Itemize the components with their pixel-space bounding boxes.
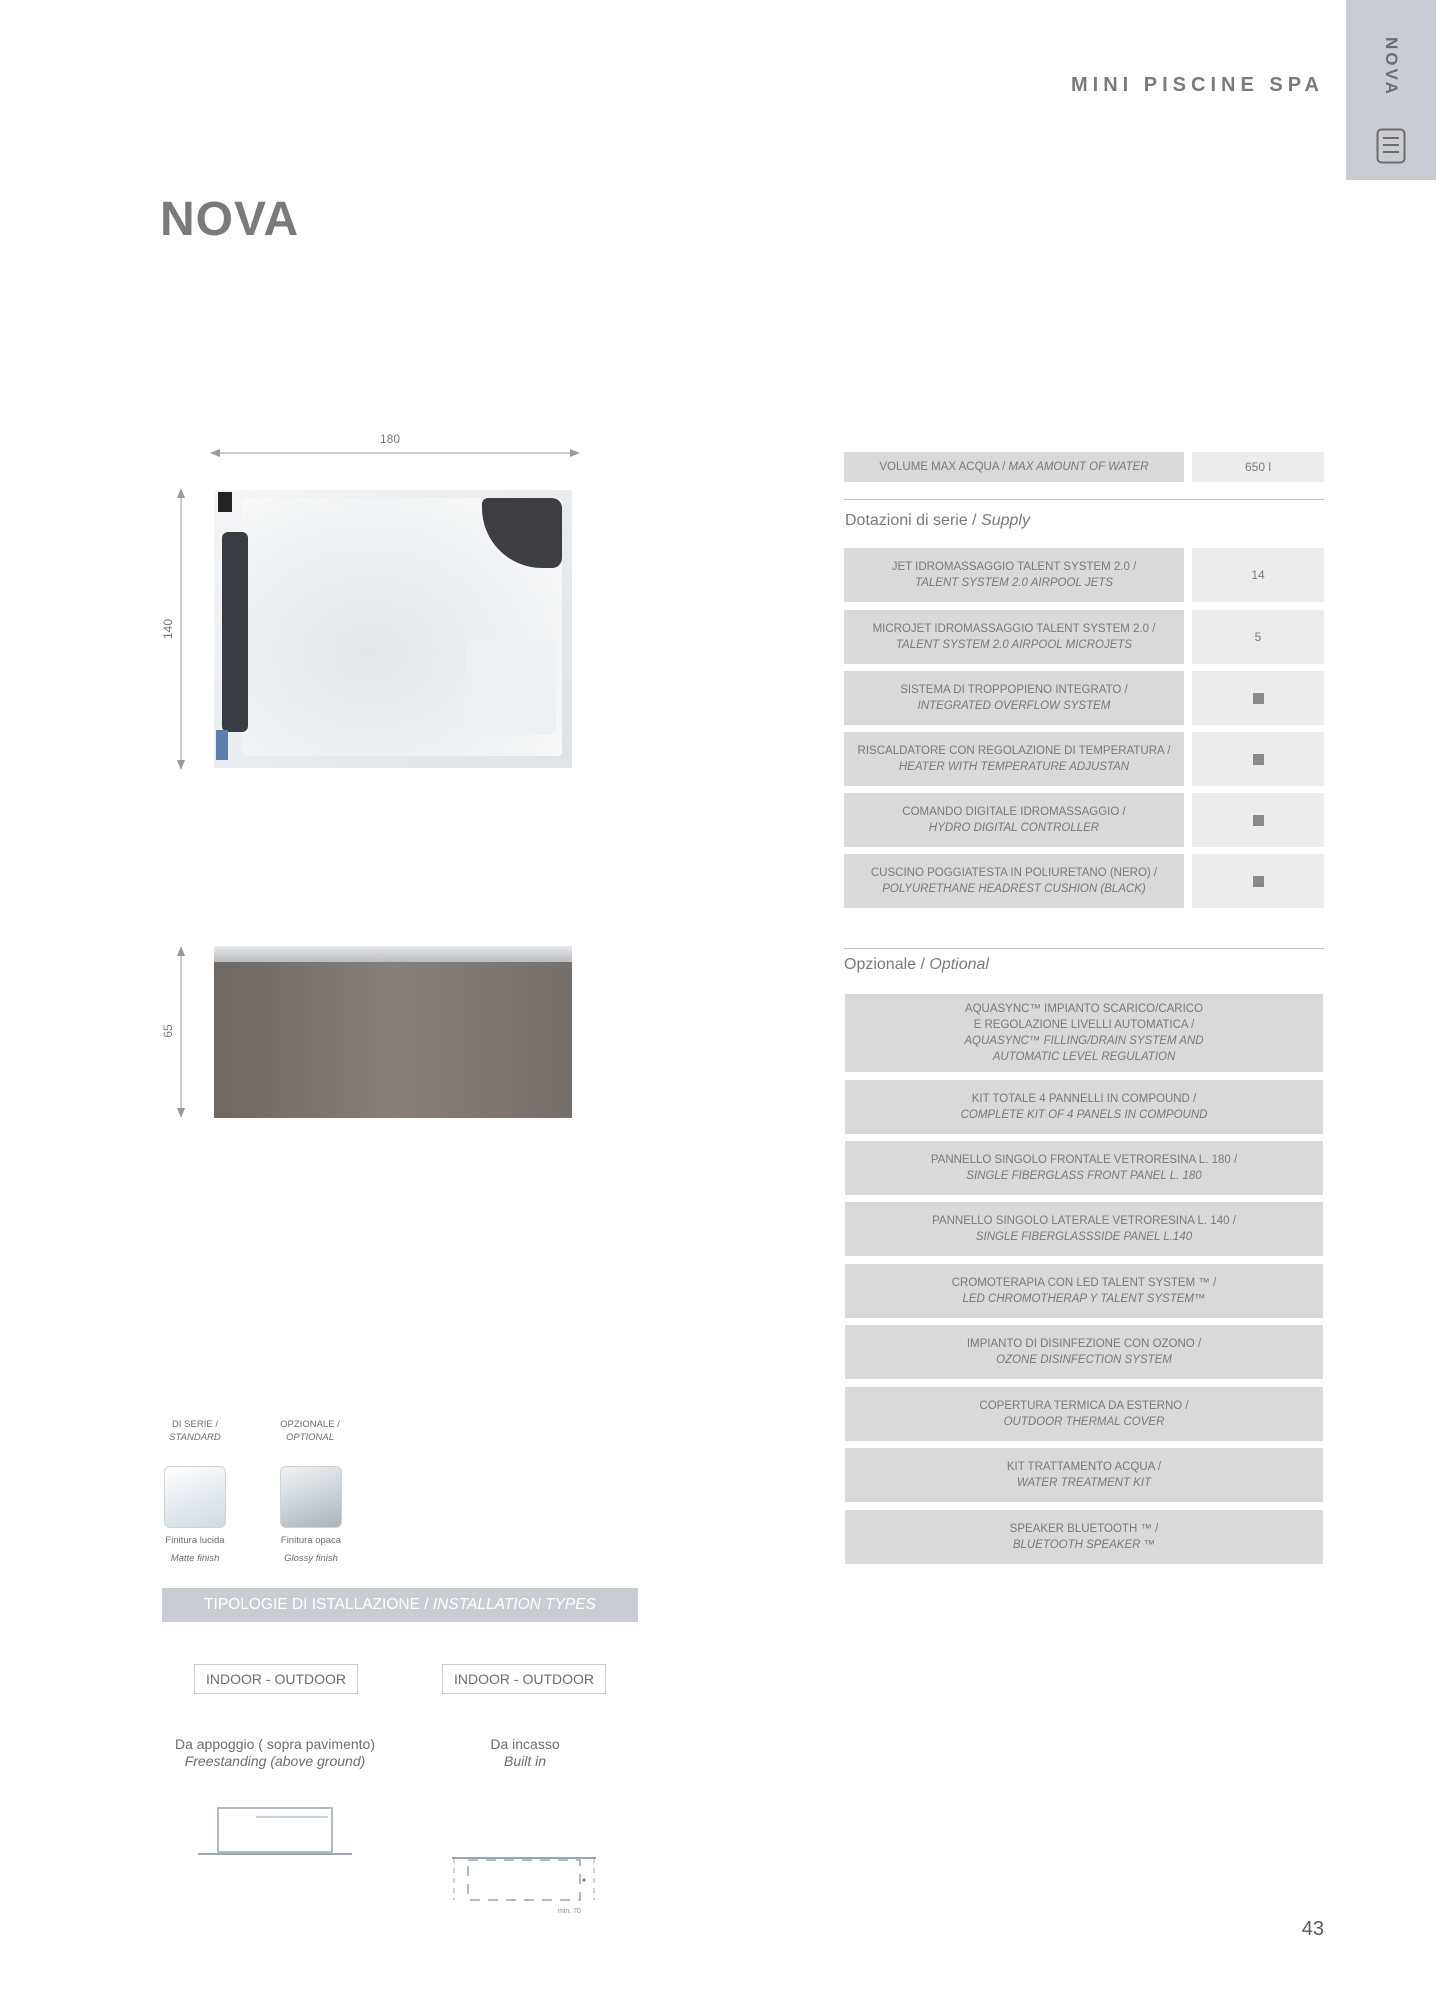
optional-row: IMPIANTO DI DISINFEZIONE CON OZONO / OZONE DISINFECTION SYSTEM bbox=[845, 1325, 1323, 1379]
tub-side-view-image bbox=[214, 946, 572, 1118]
matte-finish-swatch bbox=[164, 1466, 226, 1528]
glossy-finish-swatch bbox=[280, 1466, 342, 1528]
supply-row-label: RISCALDATORE CON REGOLAZIONE DI TEMPERATURA / HEATER WITH TEMPERATURE ADJUSTAN bbox=[844, 732, 1184, 786]
optional-row: KIT TRATTAMENTO ACQUA / WATER TREATMENT KIT bbox=[845, 1448, 1323, 1502]
depth-label: 140 bbox=[161, 618, 175, 640]
page-number: 43 bbox=[1301, 1918, 1324, 1940]
supply-row-value bbox=[1192, 793, 1324, 847]
supply-row-value: 5 bbox=[1192, 610, 1324, 664]
document-icon bbox=[1376, 128, 1406, 164]
height-label: 65 bbox=[161, 1024, 175, 1038]
built-in-diagram-icon bbox=[452, 1854, 598, 1914]
finish-standard-heading: DI SERIE / STANDARD bbox=[169, 1419, 221, 1443]
volume-label-cell: VOLUME MAX ACQUA / MAX AMOUNT OF WATER bbox=[844, 452, 1184, 482]
freestanding-description: Da appoggio ( sopra pavimento) Freestanding (above ground) bbox=[174, 1736, 375, 1769]
optional-row: PANNELLO SINGOLO LATERALE VETRORESINA L. 140 / SINGLE FIBERGLASSSIDE PANEL L.140 bbox=[845, 1202, 1323, 1256]
supply-row-value bbox=[1192, 671, 1324, 725]
finish-optional-heading: OPZIONALE / OPTIONAL bbox=[280, 1419, 340, 1443]
environment-tag-2: INDOOR - OUTDOOR bbox=[442, 1664, 606, 1694]
optional-row: CROMOTERAPIA CON LED TALENT SYSTEM ™ / LED CHROMOTHERAP Y TALENT SYSTEM™ bbox=[845, 1264, 1323, 1318]
optional-heading: Opzionale / Optional bbox=[844, 956, 989, 973]
supply-row-label: COMANDO DIGITALE IDROMASSAGGIO / HYDRO DIGITAL CONTROLLER bbox=[844, 793, 1184, 847]
height-dimension-arrow bbox=[174, 946, 188, 1118]
section-title: MINI PISCINE SPA bbox=[1071, 74, 1324, 96]
divider bbox=[844, 499, 1324, 500]
supply-row-value: 14 bbox=[1192, 548, 1324, 602]
page-title: NOVA bbox=[160, 193, 300, 246]
included-mark-icon bbox=[1253, 693, 1264, 704]
included-mark-icon bbox=[1253, 815, 1264, 826]
supply-row-value bbox=[1192, 854, 1324, 908]
supply-row-label: JET IDROMASSAGGIO TALENT SYSTEM 2.0 / TALENT SYSTEM 2.0 AIRPOOL JETS bbox=[844, 548, 1184, 602]
optional-row: PANNELLO SINGOLO FRONTALE VETRORESINA L. 180 / SINGLE FIBERGLASS FRONT PANEL L. 180 bbox=[845, 1141, 1323, 1195]
freestanding-diagram-icon bbox=[198, 1804, 354, 1858]
supply-row-value bbox=[1192, 732, 1324, 786]
control-panel bbox=[218, 492, 232, 512]
tub-top-view-image bbox=[214, 490, 572, 768]
side-tab[interactable] bbox=[1346, 0, 1436, 180]
supply-row-label: SISTEMA DI TROPPOPIENO INTEGRATO / INTEGRATED OVERFLOW SYSTEM bbox=[844, 671, 1184, 725]
supply-row-label: MICROJET IDROMASSAGGIO TALENT SYSTEM 2.0 / TALENT SYSTEM 2.0 AIRPOOL MICROJETS bbox=[844, 610, 1184, 664]
finish-optional-label: Finitura opaca Glossy finish bbox=[280, 1535, 342, 1564]
optional-row: KIT TOTALE 4 PANNELLI IN COMPOUND / COMPLETE KIT OF 4 PANELS IN COMPOUND bbox=[845, 1080, 1323, 1134]
optional-row: SPEAKER BLUETOOTH ™ / BLUETOOTH SPEAKER ™ bbox=[845, 1510, 1323, 1564]
supply-row-label: CUSCINO POGGIATESTA IN POLIURETANO (NERO) / POLYURETHANE HEADREST CUSHION (BLACK) bbox=[844, 854, 1184, 908]
built-in-description: Da incasso Built in bbox=[490, 1736, 560, 1769]
volume-value-cell: 650 l bbox=[1192, 452, 1324, 482]
included-mark-icon bbox=[1253, 876, 1264, 887]
side-tab-label: NOVA bbox=[1382, 37, 1401, 97]
width-dimension-arrow bbox=[210, 446, 580, 460]
depth-dimension-arrow bbox=[174, 488, 188, 770]
optional-row: COPERTURA TERMICA DA ESTERNO / OUTDOOR THERMAL COVER bbox=[845, 1387, 1323, 1441]
environment-tag-1: INDOOR - OUTDOOR bbox=[194, 1664, 358, 1694]
supply-heading: Dotazioni di serie / Supply bbox=[845, 512, 1030, 529]
installation-types-banner: TIPOLOGIE DI ISTALLAZIONE / INSTALLATION TYPES bbox=[162, 1588, 638, 1622]
min-depth-note: min. 70 bbox=[558, 1908, 581, 1915]
included-mark-icon bbox=[1253, 754, 1264, 765]
finish-standard-label: Finitura lucida Matte finish bbox=[165, 1535, 225, 1564]
width-label: 180 bbox=[379, 432, 401, 446]
optional-row: AQUASYNC™ IMPIANTO SCARICO/CARICO E REGOLAZIONE LIVELLI AUTOMATICA / AQUASYNC™ FILLING/DRAIN SYSTEM AND AUTOMATIC LEVEL REGULATION bbox=[845, 994, 1323, 1072]
divider bbox=[844, 948, 1324, 949]
